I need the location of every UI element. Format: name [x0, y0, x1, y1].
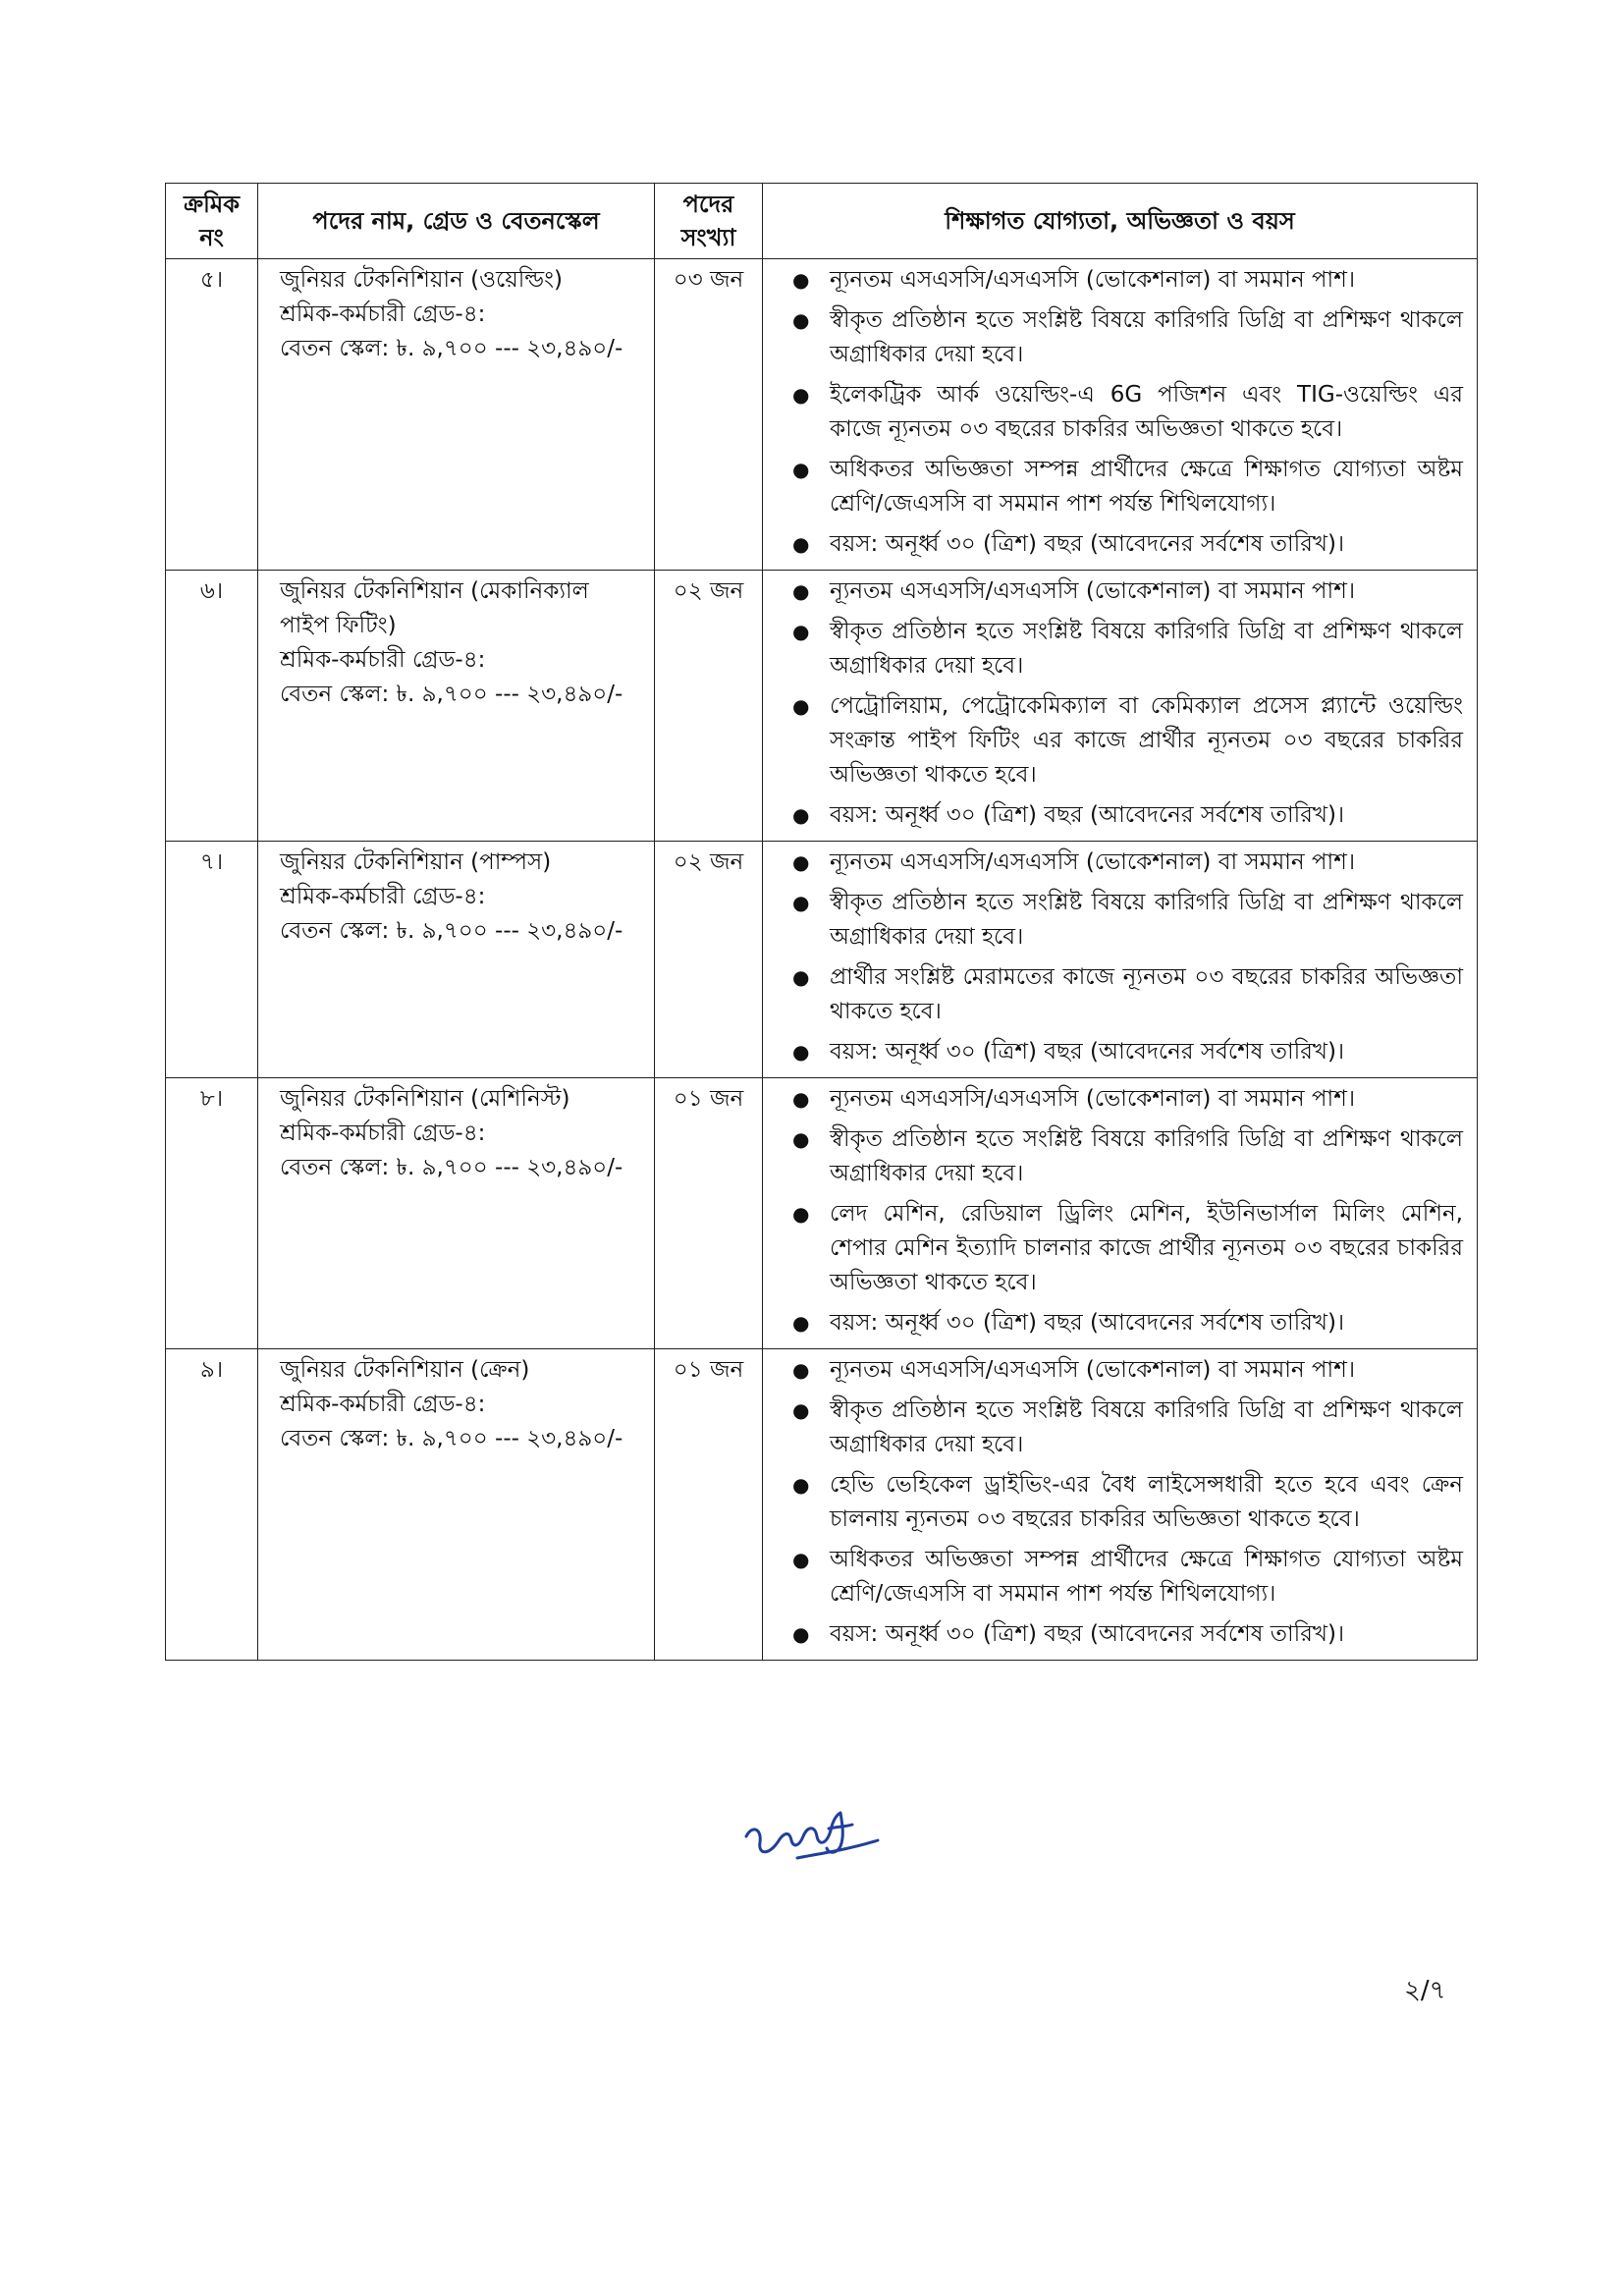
page-number: ২/৭ [1404, 1976, 1446, 2005]
header-requirements: শিক্ষাগত যোগ্যতা, অভিজ্ঞতা ও বয়স [763, 184, 1478, 259]
requirement-item [773, 263, 1467, 298]
requirement-item [773, 886, 1467, 955]
post-count-cell: ০১ জন [655, 1078, 763, 1349]
requirement-item [773, 1617, 1467, 1652]
post-cell [258, 571, 655, 842]
requirement-item [773, 798, 1467, 833]
serial-cell: ৯। [166, 1349, 258, 1661]
header-post: পদের নাম, গ্রেড ও বেতনস্কেল [258, 184, 655, 259]
bullet-icon: ● [792, 694, 810, 718]
table-row [166, 571, 1478, 842]
requirement-text: ন্যূনতম এসএসসি/এসএসসি (ভোকেশনাল) বা সমমান পাশ। [830, 267, 1356, 293]
bullet-icon: ● [792, 308, 810, 332]
requirement-item [773, 1035, 1467, 1069]
bullet-icon: ● [792, 620, 810, 643]
post-salary-scale: বেতন স্কেল: ৳. ৯,৭০০ --- ২৩,৪৯০/- [280, 682, 623, 707]
bullet-icon: ● [792, 1358, 810, 1382]
post-title: জুনিয়র টেকনিশিয়ান (মেশিনিস্ট) [280, 1086, 570, 1112]
post-title: জুনিয়র টেকনিশিয়ান (পাম্পস) [280, 849, 552, 875]
bullet-icon: ● [792, 1398, 810, 1422]
requirement-item [773, 689, 1467, 793]
requirements-list [773, 1082, 1467, 1340]
bullet-icon: ● [792, 1040, 810, 1064]
requirement-item [773, 1306, 1467, 1340]
bullet-icon: ● [792, 532, 810, 556]
requirement-item [773, 1468, 1467, 1537]
requirement-text: লেদ মেশিন, রেডিয়াল ড্রিলিং মেশিন, ইউনিভার্সাল মিলিং মেশিন, শেপার মেশিন ইত্যাদি চালনার কাজে প্রার্থীর ন্যূনতম ০৩ বছরের চাকরির অভিজ্ঞতা থাকতে হবে। [830, 1201, 1463, 1295]
requirement-text: ইলেকট্রিক আর্ক ওয়েল্ডিং-এ 6G পজিশন এবং TIG-ওয়েল্ডিং এর কাজে ন্যূনতম ০৩ বছরের চাকরির অভিজ্ঞতা থাকতে হবে। [830, 382, 1463, 442]
requirements-cell [763, 1078, 1478, 1349]
requirement-item [773, 378, 1467, 447]
requirement-text: বয়স: অনূর্ধ্ব ৩০ (ত্রিশ) বছর (আবেদনের সর্বশেষ তারিখ)। [830, 1310, 1345, 1336]
requirement-text: স্বীকৃত প্রতিষ্ঠান হতে সংশ্লিষ্ট বিষয়ে কারিগরি ডিগ্রি বা প্রশিক্ষণ থাকলে অগ্রাধিকার দেয়া হবে। [830, 1397, 1463, 1457]
post-count-cell: ০২ জন [655, 571, 763, 842]
requirement-text: ন্যূনতম এসএসসি/এসএসসি (ভোকেশনাল) বা সমমান পাশ। [830, 849, 1356, 875]
post-grade: শ্রমিক-কর্মচারী গ্রেড-৪: [280, 301, 486, 327]
table-header-row [166, 184, 1478, 259]
requirement-text: বয়স: অনূর্ধ্ব ৩০ (ত্রিশ) বছর (আবেদনের সর্বশেষ তারিখ)। [830, 1621, 1345, 1647]
requirement-item [773, 615, 1467, 683]
bullet-icon: ● [792, 1087, 810, 1111]
requirement-item [773, 1543, 1467, 1612]
requirement-item [773, 574, 1467, 609]
bullet-icon: ● [792, 803, 810, 827]
table-row [166, 1349, 1478, 1661]
bullet-icon: ● [792, 1311, 810, 1335]
serial-cell: ৮। [166, 1078, 258, 1349]
post-count-cell: ০৩ জন [655, 259, 763, 571]
post-grade: শ্রমিক-কর্মচারী গ্রেড-৪: [280, 647, 486, 673]
bullet-icon: ● [792, 965, 810, 989]
requirement-item [773, 303, 1467, 372]
requirement-item [773, 453, 1467, 521]
requirement-item [773, 960, 1467, 1029]
post-title: জুনিয়র টেকনিশিয়ান (ওয়েল্ডিং) [280, 267, 564, 293]
requirements-cell [763, 842, 1478, 1078]
requirement-text: পেট্রোলিয়াম, পেট্রোকেমিক্যাল বা কেমিক্যাল প্রসেস প্ল্যান্টে ওয়েল্ডিং সংক্রান্ত পাইপ ফিটিং এর কাজে প্রার্থীর ন্যূনতম ০৩ বছরের চাকরির অভিজ্ঞতা থাকতে হবে। [830, 693, 1463, 788]
requirement-text: ন্যূনতম এসএসসি/এসএসসি (ভোকেশনাল) বা সমমান পাশ। [830, 578, 1356, 604]
requirement-item [773, 527, 1467, 562]
serial-cell: ৬। [166, 571, 258, 842]
requirement-item [773, 1353, 1467, 1388]
bullet-icon: ● [792, 268, 810, 292]
post-cell [258, 259, 655, 571]
requirement-item [773, 846, 1467, 880]
requirement-text: স্বীকৃত প্রতিষ্ঠান হতে সংশ্লিষ্ট বিষয়ে কারিগরি ডিগ্রি বা প্রশিক্ষণ থাকলে অগ্রাধিকার দেয়া হবে। [830, 619, 1463, 679]
post-grade: শ্রমিক-কর্মচারী গ্রেড-৪: [280, 1392, 486, 1417]
table-row [166, 259, 1478, 571]
requirements-list [773, 574, 1467, 833]
bullet-icon: ● [792, 1473, 810, 1497]
post-grade: শ্রমিক-কর্মচারী গ্রেড-৪: [280, 1121, 486, 1146]
table-row [166, 842, 1478, 1078]
requirement-item [773, 1394, 1467, 1462]
table-row [166, 1078, 1478, 1349]
requirements-list [773, 846, 1467, 1069]
header-serial: ক্রমিক নং [166, 184, 258, 259]
requirement-text: স্বীকৃত প্রতিষ্ঠান হতে সংশ্লিষ্ট বিষয়ে কারিগরি ডিগ্রি বা প্রশিক্ষণ থাকলে অগ্রাধিকার দেয়া হবে। [830, 1126, 1463, 1186]
requirements-list [773, 263, 1467, 562]
post-title: জুনিয়র টেকনিশিয়ান (ক্রেন) [280, 1357, 530, 1383]
signature-image [738, 1785, 886, 1874]
requirement-text: বয়স: অনূর্ধ্ব ৩০ (ত্রিশ) বছর (আবেদনের সর্বশেষ তারিখ)। [830, 802, 1345, 828]
post-count-cell: ০২ জন [655, 842, 763, 1078]
post-grade: শ্রমিক-কর্মচারী গ্রেড-৪: [280, 884, 486, 909]
requirement-text: অধিকতর অভিজ্ঞতা সম্পন্ন প্রার্থীদের ক্ষেত্রে শিক্ষাগত যোগ্যতা অষ্টম শ্রেণি/জেএসসি বা সমমান পাশ পর্যন্ত শিথিলযোগ্য। [830, 457, 1463, 517]
requirement-text: বয়স: অনূর্ধ্ব ৩০ (ত্রিশ) বছর (আবেদনের সর্বশেষ তারিখ)। [830, 531, 1345, 557]
bullet-icon: ● [792, 1127, 810, 1151]
bullet-icon: ● [792, 1548, 810, 1571]
requirement-text: অধিকতর অভিজ্ঞতা সম্পন্ন প্রার্থীদের ক্ষেত্রে শিক্ষাগত যোগ্যতা অষ্টম শ্রেণি/জেএসসি বা সমমান পাশ পর্যন্ত শিথিলযোগ্য। [830, 1547, 1463, 1607]
requirements-cell [763, 1349, 1478, 1661]
bullet-icon: ● [792, 579, 810, 603]
post-cell [258, 1349, 655, 1661]
bullet-icon: ● [792, 383, 810, 407]
post-count-cell: ০১ জন [655, 1349, 763, 1661]
requirements-cell [763, 571, 1478, 842]
post-salary-scale: বেতন স্কেল: ৳. ৯,৭০০ --- ২৩,৪৯০/- [280, 1155, 623, 1180]
requirement-item [773, 1197, 1467, 1300]
post-salary-scale: বেতন স্কেল: ৳. ৯,৭০০ --- ২৩,৪৯০/- [280, 918, 623, 944]
bullet-icon: ● [792, 1202, 810, 1226]
bullet-icon: ● [792, 458, 810, 481]
bullet-icon: ● [792, 891, 810, 914]
requirement-item [773, 1082, 1467, 1117]
post-salary-scale: বেতন স্কেল: ৳. ৯,৭০০ --- ২৩,৪৯০/- [280, 336, 623, 361]
requirement-text: প্রার্থীর সংশ্লিষ্ট মেরামতের কাজে ন্যূনতম ০৩ বছরের চাকরির অভিজ্ঞতা থাকতে হবে। [830, 964, 1463, 1024]
recruitment-table [165, 183, 1478, 1661]
post-cell [258, 842, 655, 1078]
requirements-list [773, 1353, 1467, 1652]
requirement-text: ন্যূনতম এসএসসি/এসএসসি (ভোকেশনাল) বা সমমান পাশ। [830, 1357, 1356, 1383]
serial-cell: ৫। [166, 259, 258, 571]
bullet-icon: ● [792, 850, 810, 874]
requirement-text: ন্যূনতম এসএসসি/এসএসসি (ভোকেশনাল) বা সমমান পাশ। [830, 1086, 1356, 1112]
bullet-icon: ● [792, 1622, 810, 1646]
requirement-text: বয়স: অনূর্ধ্ব ৩০ (ত্রিশ) বছর (আবেদনের সর্বশেষ তারিখ)। [830, 1039, 1345, 1065]
table-body [166, 259, 1478, 1661]
requirements-cell [763, 259, 1478, 571]
requirement-text: স্বীকৃত প্রতিষ্ঠান হতে সংশ্লিষ্ট বিষয়ে কারিগরি ডিগ্রি বা প্রশিক্ষণ থাকলে অগ্রাধিকার দেয়া হবে। [830, 890, 1463, 950]
header-count: পদের সংখ্যা [655, 184, 763, 259]
post-cell [258, 1078, 655, 1349]
post-salary-scale: বেতন স্কেল: ৳. ৯,৭০০ --- ২৩,৪৯০/- [280, 1426, 623, 1451]
post-title: জুনিয়র টেকনিশিয়ান (মেকানিক্যাল পাইপ ফিটিং) [280, 578, 589, 638]
requirement-text: হেভি ভেহিকেল ড্রাইভিং-এর বৈধ লাইসেন্সধারী হতে হবে এবং ক্রেন চালনায় ন্যূনতম ০৩ বছরের চাকরির অভিজ্ঞতা থাকতে হবে। [830, 1472, 1463, 1532]
serial-cell: ৭। [166, 842, 258, 1078]
requirement-item [773, 1122, 1467, 1191]
requirement-text: স্বীকৃত প্রতিষ্ঠান হতে সংশ্লিষ্ট বিষয়ে কারিগরি ডিগ্রি বা প্রশিক্ষণ থাকলে অগ্রাধিকার দেয়া হবে। [830, 307, 1463, 367]
